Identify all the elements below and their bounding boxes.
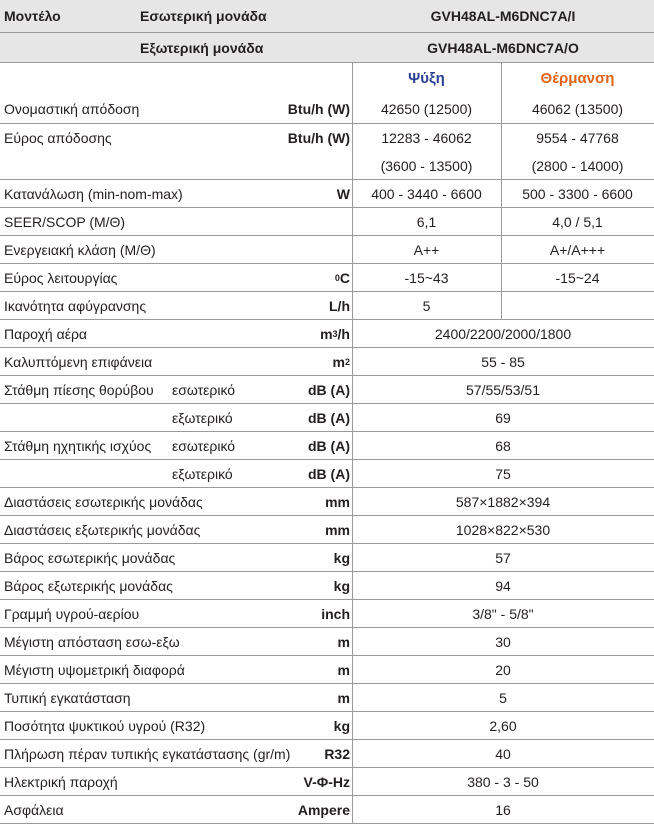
unit-text: m <box>320 325 333 342</box>
heating-value: 46062 (13500) <box>531 101 624 117</box>
row-airflow <box>0 320 654 348</box>
outdoor-model-code: GVH48AL-M6DNC7A/O <box>427 39 579 56</box>
unit-superscript: 2 <box>344 356 350 367</box>
row-label: Στάθμη ηχητικής ισχύος <box>4 437 152 454</box>
row-max-distance <box>0 628 654 656</box>
row-label: Ασφάλεια <box>4 801 64 818</box>
cooling-header: Ψύξη <box>408 69 445 87</box>
row-label: Κατανάλωση (min-nom-max) <box>4 185 183 202</box>
row-label: Εύρος απόδοσης <box>4 130 112 146</box>
row-sound-pressure-outdoor <box>0 404 654 432</box>
row-label: Μέγιστη υψομετρική διαφορά <box>4 661 185 678</box>
row-refrigerant <box>0 712 654 740</box>
row-unit: L/h <box>329 297 350 314</box>
indoor-model-code: GVH48AL-M6DNC7A/I <box>430 8 576 24</box>
row-power-supply <box>0 768 654 796</box>
row-sublabel: εξωτερικό <box>172 409 233 426</box>
cooling-value: 42650 (12500) <box>380 101 473 117</box>
unit-suffix: /h <box>337 325 350 342</box>
row-unit: dB (A) <box>308 409 350 426</box>
row-unit: mm <box>325 521 350 538</box>
row-unit: m <box>337 633 350 650</box>
row-unit: dB (A) <box>308 381 350 398</box>
row-unit <box>270 264 352 291</box>
row-unit: dB (A) <box>308 465 350 482</box>
row-label: Μέγιστη απόσταση εσω-εξω <box>4 633 180 650</box>
row-seer-scop <box>0 208 654 236</box>
row-label: SEER/SCOP (Μ/Θ) <box>4 213 126 230</box>
row-pipe <box>0 600 654 628</box>
row-consumption <box>0 180 654 208</box>
row-sublabel: εσωτερικό <box>172 381 236 398</box>
row-extra-charge <box>0 740 654 768</box>
row-operating-range <box>0 264 654 292</box>
cooling-value: 5 <box>422 297 431 314</box>
row-max-height <box>0 656 654 684</box>
row-sublabel: εξωτερικό <box>172 465 233 482</box>
combined-value: 94 <box>495 577 511 594</box>
row-unit: Btu/h (W) <box>287 130 350 146</box>
row-unit: W <box>336 185 350 202</box>
row-unit: m <box>337 689 350 706</box>
heating-value-watts: (2800 - 14000) <box>531 158 624 174</box>
combined-value: 68 <box>495 437 511 454</box>
cooling-value: A++ <box>413 241 440 258</box>
combined-value: 1028×822×530 <box>455 521 551 538</box>
combined-value: 3/8" - 5/8" <box>472 605 534 622</box>
row-unit: mm <box>325 493 350 510</box>
heating-value: 9554 - 47768 <box>536 130 619 146</box>
combined-value: 380 - 3 - 50 <box>467 773 539 790</box>
unit-superscript: 3 <box>332 328 338 339</box>
row-dehumidification <box>0 292 654 320</box>
row-standard-install <box>0 684 654 712</box>
row-label: Στάθμη πίεσης θορύβου <box>4 381 154 398</box>
heating-value: 4,0 / 5,1 <box>552 213 603 230</box>
row-unit: kg <box>333 577 350 594</box>
row-unit <box>270 320 352 347</box>
indoor-unit-label: Εσωτερική μονάδα <box>140 8 267 24</box>
cooling-value: 6,1 <box>416 213 437 230</box>
row-label: Πλήρωση πέραν τυπικής εγκατάστασης (gr/m) <box>4 745 291 762</box>
row-sound-power-outdoor <box>0 460 654 488</box>
unit-text: m <box>332 353 345 370</box>
cooling-value: 400 - 3440 - 6600 <box>371 185 482 202</box>
row-unit: m <box>337 661 350 678</box>
row-label: Διαστάσεις εσωτερικής μονάδας <box>4 493 203 510</box>
row-label: Παροχή αέρα <box>4 325 87 342</box>
unit-text: C <box>339 269 350 286</box>
row-rated-capacity <box>0 63 654 124</box>
row-label: Καλυπτόμενη επιφάνεια <box>4 353 153 370</box>
heating-value: A+/A+++ <box>549 241 606 258</box>
column-divider <box>501 292 502 319</box>
combined-value: 5 <box>499 689 507 706</box>
combined-value: 2400/2200/2000/1800 <box>434 325 572 342</box>
unit-superscript: 0 <box>334 272 340 283</box>
row-unit: dB (A) <box>308 437 350 454</box>
row-label: Βάρος εσωτερικής μονάδας <box>4 549 176 566</box>
row-label: Τυπική εγκατάσταση <box>4 689 131 706</box>
row-label: Ονομαστική απόδοση <box>4 101 140 117</box>
row-unit <box>270 348 352 375</box>
combined-value: 587×1882×394 <box>455 493 551 510</box>
model-label: Μοντέλο <box>4 8 61 24</box>
row-unit: Ampere <box>297 801 350 818</box>
row-label: Γραμμή υγρού-αερίου <box>4 605 140 622</box>
row-unit: V-Φ-Hz <box>303 773 350 790</box>
cooling-value: -15~43 <box>404 269 449 286</box>
row-label: Διαστάσεις εξωτερικής μονάδας <box>4 521 201 538</box>
combined-value: 16 <box>495 801 511 818</box>
combined-value: 2,60 <box>489 717 517 734</box>
combined-value: 57/55/53/51 <box>466 381 540 398</box>
cooling-value-watts: (3600 - 13500) <box>380 158 473 174</box>
row-unit: inch <box>321 605 350 622</box>
heating-header: Θέρμανση <box>540 69 615 87</box>
combined-value: 55 - 85 <box>481 353 525 370</box>
combined-value: 20 <box>495 661 511 678</box>
row-dimensions-outdoor <box>0 516 654 544</box>
row-unit: R32 <box>324 745 350 762</box>
row-label: Ηλεκτρική παροχή <box>4 773 118 790</box>
row-capacity-range <box>0 124 654 180</box>
row-label: Ικανότητα αφύγρανσης <box>4 297 147 314</box>
row-area <box>0 348 654 376</box>
header-row-outdoor <box>0 33 654 63</box>
heating-value: 500 - 3300 - 6600 <box>522 185 633 202</box>
row-unit: kg <box>333 549 350 566</box>
row-weight-outdoor <box>0 572 654 600</box>
row-label: Ενεργειακή κλάση (Μ/Θ) <box>4 241 156 258</box>
row-weight-indoor <box>0 544 654 572</box>
row-sound-power-indoor <box>0 432 654 460</box>
cooling-value: 12283 - 46062 <box>381 130 472 146</box>
row-sublabel: εσωτερικό <box>172 437 236 454</box>
row-sound-pressure-indoor <box>0 376 654 404</box>
combined-value: 40 <box>495 745 511 762</box>
row-unit: kg <box>333 717 350 734</box>
combined-value: 57 <box>495 549 511 566</box>
row-energy-class <box>0 236 654 264</box>
row-label: Βάρος εξωτερικής μονάδας <box>4 577 173 594</box>
heating-value: -15~24 <box>555 269 600 286</box>
outdoor-unit-label: Εξωτερική μονάδα <box>140 39 264 56</box>
header-row-indoor <box>0 0 654 33</box>
row-unit: Btu/h (W) <box>287 101 350 117</box>
row-fuse <box>0 796 654 824</box>
row-dimensions-indoor <box>0 488 654 516</box>
row-label: Εύρος λειτουργίας <box>4 269 118 286</box>
combined-value: 69 <box>495 409 511 426</box>
row-label: Ποσότητα ψυκτικού υγρού (R32) <box>4 717 206 734</box>
combined-value: 30 <box>495 633 511 650</box>
combined-value: 75 <box>495 465 511 482</box>
